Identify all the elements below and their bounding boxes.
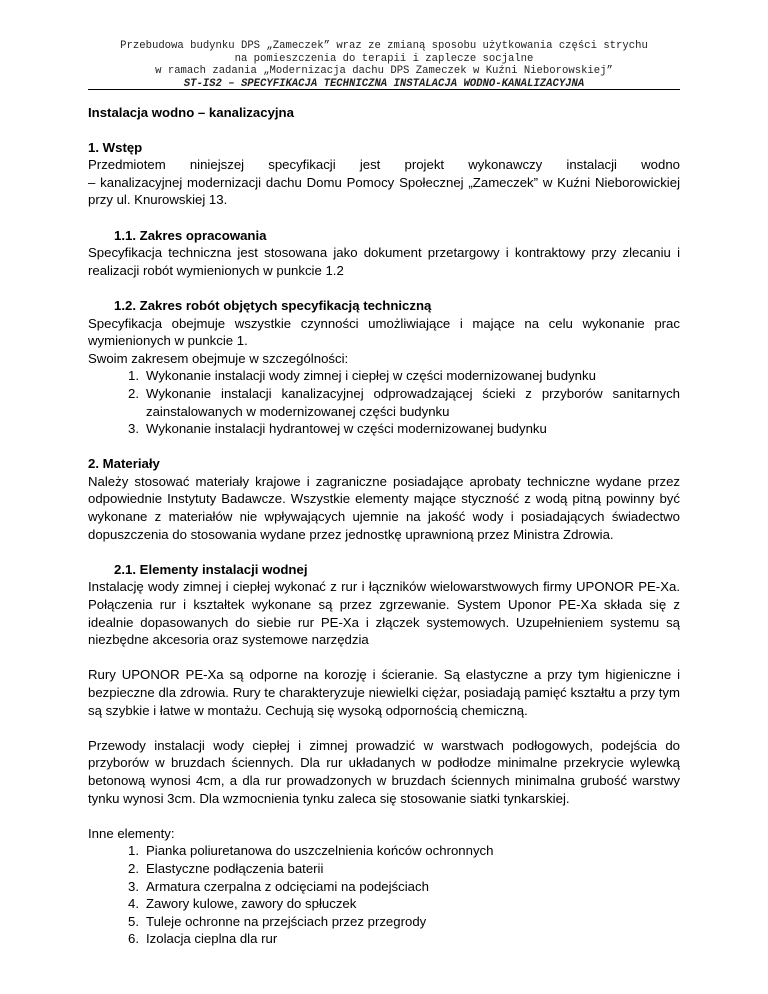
section-1-2-text: Specyfikacja obejmuje wszystkie czynności umożliwiające i mające na celu wykonanie prac wymienionych w punkcie 1. bbox=[88, 315, 680, 349]
list-text: Tuleje ochronne na przejściach przez przegrody bbox=[146, 913, 427, 929]
list-number: 3. bbox=[128, 878, 139, 894]
section-2-1-paragraph-2: Rury UPONOR PE-Xa są odporne na korozję i ścieranie. Są elastyczne a przy tym higieniczne i bezpieczne dla zdrowia. Rury te charakteryzuje niewielki ciężar, posiadają pamięć kształtu a przy tym są szybkie i łatwe w montażu. Cechują się wysoką odpornością chemiczną. bbox=[88, 667, 680, 718]
list-item bbox=[88, 420, 680, 438]
section-1-intro: – kanalizacyjnej modernizacji dachu Domu Pomocy Społecznej „Zameczek” w Kuźni Nieborowickiej przy ul. Knurowskiej 13. bbox=[88, 174, 680, 208]
section-2-1-heading: 2.1. Elementy instalacji wodnej bbox=[114, 561, 308, 577]
list-number: 5. bbox=[128, 913, 139, 929]
list-item bbox=[88, 385, 680, 420]
list-item bbox=[88, 913, 680, 931]
document-title: Instalacja wodno – kanalizacyjna bbox=[88, 105, 294, 120]
list-number: 4. bbox=[128, 896, 139, 912]
list-item bbox=[88, 842, 680, 860]
list-number: 1. bbox=[128, 843, 139, 859]
list-item bbox=[88, 895, 680, 913]
section-2-heading: 2. Materiały bbox=[88, 456, 160, 472]
list-text: Pianka poliuretanowa do uszczelnienia końców ochronnych bbox=[146, 843, 494, 859]
list-text: Wykonanie instalacji kanalizacyjnej odprowadzającej ścieki z przyborów sanitarnych zainstalowanych w modernizowanej części budynku bbox=[146, 385, 680, 419]
other-elements-label: Inne elementy: bbox=[88, 825, 175, 841]
section-1-1-text: Specyfikacja techniczna jest stosowana jako dokument przetargowy i kontraktowy przy zlecaniu i realizacji robót wymienionych w punkcie 1.2 bbox=[88, 245, 680, 278]
list-number: 2. bbox=[128, 860, 139, 876]
running-header bbox=[88, 40, 680, 90]
section-2-text: Należy stosować materiały krajowe i zagraniczne posiadające aprobaty techniczne wydane przez odpowiednie Instytuty Badawcze. Wszystkie elementy mające styczność z wodą pitną powinny być wykonane z materiałów nie wpływających ujemnie na jakość wody i posiadających świadectwo dopuszczenia do stosowania wydane przez jednostkę uprawnioną przez Ministra Zdrowia. bbox=[88, 473, 680, 542]
list-text: Zawory kulowe, zawory do spłuczek bbox=[146, 896, 357, 912]
list-text: Wykonanie instalacji wody zimnej i ciepłej w części modernizowanej budynku bbox=[146, 368, 596, 384]
other-elements-list bbox=[88, 842, 680, 948]
list-text: Izolacja cieplna dla rur bbox=[146, 931, 278, 947]
list-item bbox=[88, 860, 680, 878]
section-1-heading: 1. Wstęp bbox=[88, 139, 143, 155]
section-1-2-scope: Swoim zakresem obejmuje w szczególności: bbox=[88, 350, 349, 366]
list-item bbox=[88, 367, 680, 385]
header-divider bbox=[88, 89, 680, 90]
list-text: Armatura czerpalna z odcięciami na podejściach bbox=[146, 878, 429, 894]
header-line-4: ST-IS2 – SPECYFIKACJA TECHNICZNA INSTALACJA WODNO-KANALIZACYJNA bbox=[183, 77, 585, 90]
section-1-2-heading: 1.2. Zakres robót objętych specyfikacją techniczną bbox=[114, 297, 432, 313]
list-item bbox=[88, 930, 680, 948]
list-number: 6. bbox=[128, 931, 139, 947]
list-number: 3. bbox=[128, 421, 139, 437]
list-text: Wykonanie instalacji hydrantowej w części modernizowanej budynku bbox=[146, 421, 547, 437]
section-2-1-paragraph-1: Instalację wody zimnej i ciepłej wykonać z rur i łączników wielowarstwowych firmy UPONOR PE-Xa. Połączenia rur i kształtek wykonane są przez zgrzewanie. System Uponor PE-Xa składa się z idealnie dopasowanych do siebie rur PE-Xa i złączek systemowych. Uzupełnieniem systemu są niezbędne akcesoria oraz systemowe narzędzia bbox=[88, 579, 680, 648]
list-number: 2. bbox=[128, 385, 139, 401]
section-1-intro-line: Przedmiotem niniejszej specyfikacji jest projekt wykonawczy instalacji wodno bbox=[88, 157, 680, 173]
list-number: 1. bbox=[128, 368, 139, 384]
list-item bbox=[88, 878, 680, 896]
list-text: Elastyczne podłączenia baterii bbox=[146, 860, 324, 876]
section-1-1-heading: 1.1. Zakres opracowania bbox=[114, 227, 267, 243]
section-2-1-paragraph-3: Przewody instalacji wody ciepłej i zimnej prowadzić w warstwach podłogowych, podejścia do przyborów w bruzdach ściennych. Dla rur układanych w podłodze minimalne przekrycie wylewką betonową wynosi 4cm, a dla rur prowadzonych w bruzdach ściennych minimalna grubość warstwy tynku wynosi 3cm. Dla wzmocnienia tynku zaleca się stosowanie siatki tynkarskiej. bbox=[88, 737, 680, 806]
header-line-1: Przebudowa budynku DPS „Zameczek” wraz ze zmianą sposobu użytkowania części strychu bbox=[120, 40, 648, 52]
header-line-2: na pomieszczenia do terapii i zaplecze socjalne bbox=[234, 52, 534, 65]
document-body bbox=[88, 104, 680, 948]
scope-list bbox=[88, 367, 680, 437]
header-line-3: w ramach zadania „Modernizacja dachu DPS Zameczek w Kuźni Nieborowskiej” bbox=[155, 65, 613, 78]
